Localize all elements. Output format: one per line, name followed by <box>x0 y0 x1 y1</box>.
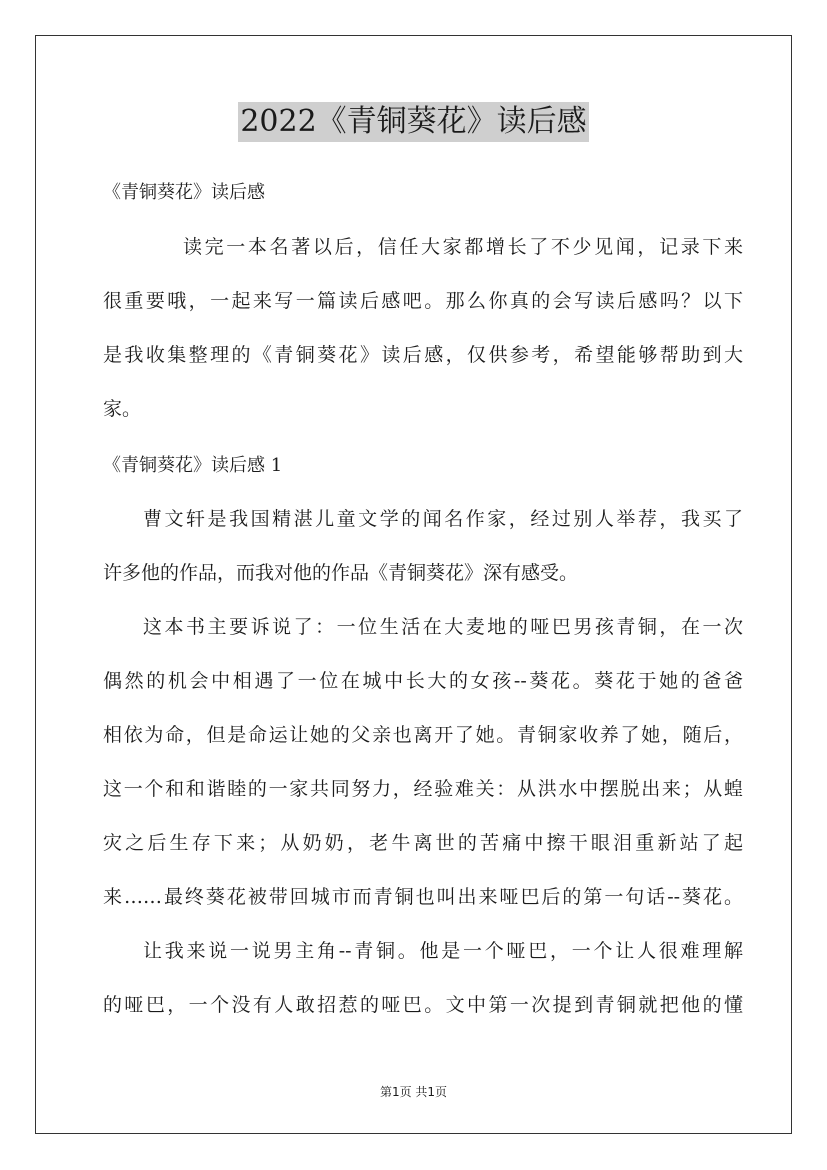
intro-paragraph <box>103 220 743 436</box>
paragraph-line: 让我来说一说男主角--青铜。他是一个哑巴，一个让人很难理解 <box>143 940 743 962</box>
paragraph-line: 许多他的作品，而我对他的作品《青铜葵花》深有感受。 <box>103 562 579 584</box>
paragraph-1 <box>103 492 743 600</box>
title-container <box>0 102 827 142</box>
section-heading: 《青铜葵花》读后感 1 <box>103 455 283 476</box>
paragraph-line: 这一个和和谐睦的一家共同努力，经验难关：从洪水中摆脱出来；从蝗 <box>103 778 743 800</box>
paragraph-line: 来……最终葵花被带回城市而青铜也叫出来哑巴后的第一句话--葵花。 <box>103 886 743 908</box>
subtitle: 《青铜葵花》读后感 <box>103 182 265 203</box>
paragraph-line: 的哑巴，一个没有人敢招惹的哑巴。文中第一次提到青铜就把他的懂 <box>103 994 743 1016</box>
page-footer: 第1页 共1页 <box>379 1085 448 1099</box>
paragraph-line: 相依为命，但是命运让她的父亲也离开了她。青铜家收养了她，随后， <box>103 724 743 746</box>
paragraph-line: 偶然的机会中相遇了一位在城中长大的女孩--葵花。葵花于她的爸爸 <box>103 670 743 692</box>
paragraph-line: 读完一本名著以后，信任大家都增长了不少见闻，记录下来 <box>183 236 743 258</box>
paragraph-line: 曹文轩是我国精湛儿童文学的闻名作家，经过别人举荐，我买了 <box>143 508 743 530</box>
paragraph-line: 这本书主要诉说了：一位生活在大麦地的哑巴男孩青铜，在一次 <box>143 616 743 638</box>
document-title: 2022《青铜葵花》读后感 <box>238 102 588 142</box>
paragraph-line: 是我收集整理的《青铜葵花》读后感，仅供参考，希望能够帮助到大 <box>103 344 743 366</box>
paragraph-line: 很重要哦，一起来写一篇读后感吧。那么你真的会写读后感吗？以下 <box>103 290 743 312</box>
paragraph-line: 家。 <box>103 398 142 420</box>
paragraph-line: 灾之后生存下来；从奶奶，老牛离世的苦痛中擦干眼泪重新站了起 <box>103 832 743 854</box>
paragraph-3 <box>103 924 743 1032</box>
paragraph-2 <box>103 600 743 924</box>
